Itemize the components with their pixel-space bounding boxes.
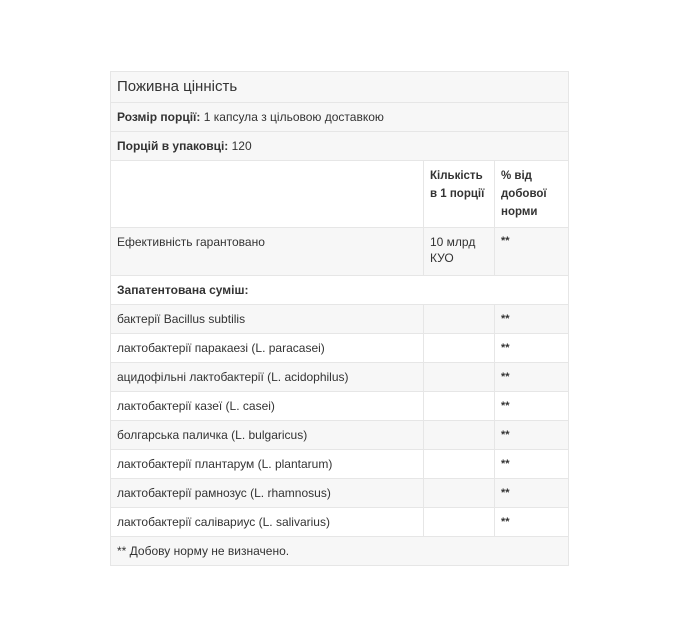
ingredient-name: Ефективність гарантовано bbox=[111, 228, 424, 275]
table-row bbox=[111, 508, 569, 537]
ingredient-amount bbox=[424, 421, 495, 449]
table-title: Поживна цінність bbox=[111, 72, 569, 103]
proprietary-blend-row bbox=[111, 276, 569, 305]
servings-label: Порцій в упаковці: bbox=[117, 139, 229, 153]
serving-size-label: Розмір порції: bbox=[117, 110, 201, 124]
table-row bbox=[111, 334, 569, 363]
table-row bbox=[111, 228, 569, 276]
ingredient-amount bbox=[424, 479, 495, 507]
footnote-text: ** Добову норму не визначено. bbox=[111, 537, 569, 565]
ingredient-daily-value: ** bbox=[495, 305, 569, 333]
ingredient-name: бактерії Bacillus subtilis bbox=[111, 305, 424, 333]
table-row bbox=[111, 363, 569, 392]
ingredient-daily-value: ** bbox=[495, 228, 569, 275]
ingredient-daily-value: ** bbox=[495, 363, 569, 391]
ingredient-name: лактобактерії салівариус (L. salivarius) bbox=[111, 508, 424, 536]
ingredient-name: ацидофільні лактобактерії (L. acidophilus) bbox=[111, 363, 424, 391]
column-header-row bbox=[111, 161, 569, 228]
servings-value: 120 bbox=[228, 139, 252, 153]
table-row bbox=[111, 479, 569, 508]
ingredient-amount: 10 млрд КУО bbox=[424, 228, 495, 275]
table-row bbox=[111, 392, 569, 421]
ingredient-daily-value: ** bbox=[495, 421, 569, 449]
ingredient-name: лактобактерії казеї (L. casei) bbox=[111, 392, 424, 420]
ingredient-name: лактобактерії рамнозус (L. rhamnosus) bbox=[111, 479, 424, 507]
table-row bbox=[111, 305, 569, 334]
table-row bbox=[111, 421, 569, 450]
ingredient-daily-value: ** bbox=[495, 450, 569, 478]
servings-per-container-row bbox=[111, 132, 569, 161]
ingredient-daily-value: ** bbox=[495, 508, 569, 536]
header-empty-cell bbox=[111, 161, 424, 227]
serving-size-cell bbox=[111, 103, 569, 131]
footnote-row bbox=[111, 537, 569, 566]
ingredient-amount bbox=[424, 363, 495, 391]
proprietary-blend-label: Запатентована суміш: bbox=[111, 276, 569, 304]
servings-cell bbox=[111, 132, 569, 160]
table-row bbox=[111, 450, 569, 479]
ingredient-name: болгарська паличка (L. bulgaricus) bbox=[111, 421, 424, 449]
ingredient-amount bbox=[424, 450, 495, 478]
daily-value-header: % від добової норми bbox=[495, 161, 569, 227]
ingredient-name: лактобактерії паракаезі (L. paracasei) bbox=[111, 334, 424, 362]
ingredient-amount bbox=[424, 334, 495, 362]
amount-per-serving-header: Кількість в 1 порції bbox=[424, 161, 495, 227]
ingredient-amount bbox=[424, 508, 495, 536]
ingredient-daily-value: ** bbox=[495, 479, 569, 507]
ingredient-amount bbox=[424, 305, 495, 333]
nutrition-facts-table bbox=[110, 71, 569, 566]
ingredient-daily-value: ** bbox=[495, 392, 569, 420]
ingredient-daily-value: ** bbox=[495, 334, 569, 362]
ingredient-name: лактобактерії плантарум (L. plantarum) bbox=[111, 450, 424, 478]
ingredient-amount bbox=[424, 392, 495, 420]
serving-size-row bbox=[111, 103, 569, 132]
serving-size-value: 1 капсула з цільовою доставкою bbox=[200, 110, 384, 124]
